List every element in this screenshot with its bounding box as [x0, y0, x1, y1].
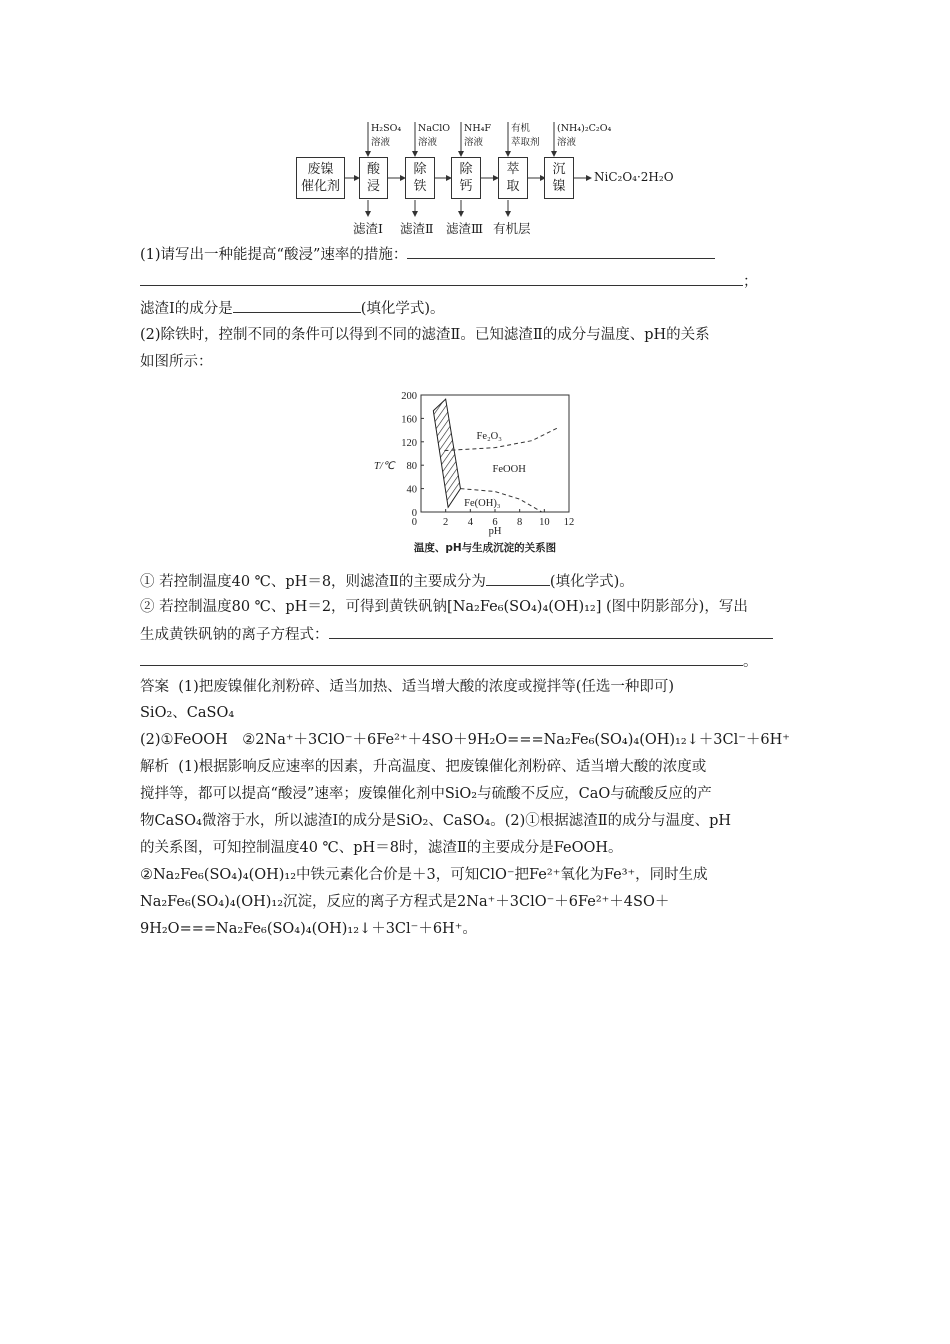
residue-2: 滤渣Ⅱ — [400, 221, 434, 236]
answer-part1: (1)把废镍催化剂粉碎、适当加热、适当增大酸的浓度或搅拌等(任选一种即可) — [178, 679, 675, 695]
flow-step-extract — [498, 157, 528, 199]
q2-sub2-blank-cont[interactable] — [140, 651, 743, 666]
q2-sub1-line — [140, 571, 634, 592]
x-tick-label: 2 — [443, 517, 449, 528]
x-tick-label: 4 — [467, 517, 473, 528]
reagent-nh4f: NH₄F 溶液 — [464, 123, 491, 148]
q1-line2 — [140, 271, 758, 292]
x-tick-label: 10 — [539, 517, 550, 528]
reagent-ammonium-oxalate: (NH₄)₂C₂O₄ 溶液 — [557, 123, 612, 148]
phase-diagram-chart — [368, 386, 583, 556]
analysis-line7: 9H₂O===Na₂Fe₆(SO₄)₄(OH)₁₂↓＋3Cl⁻＋6H⁺。 — [140, 921, 477, 937]
q1-residue-line — [140, 298, 445, 319]
flow-start-line1: 废镍 — [307, 162, 334, 177]
step-label: 酸 — [366, 162, 380, 177]
analysis-line4: 的关系图，可知控制温度40 ℃、pH＝8时，滤渣Ⅱ的主要成分是FeOOH。 — [140, 840, 623, 856]
flow-start-line2: 催化剂 — [300, 179, 340, 194]
answer-line1 — [140, 677, 674, 697]
step-label: 除 — [413, 162, 427, 177]
q1-residue-blank[interactable] — [233, 298, 361, 313]
reagent-h2so4: H₂SO₄ 溶液 — [371, 123, 402, 148]
y-tick-label: 80 — [406, 461, 417, 473]
q1-residue-label: 滤渣Ⅰ的成分是 — [140, 301, 233, 317]
y-tick-label: 120 — [401, 437, 417, 449]
q1-residue-tail: (填化学式)。 — [360, 301, 445, 317]
residue-1: 滤渣Ⅰ — [353, 221, 383, 236]
y-tick-label: 160 — [401, 414, 417, 426]
step-label: 钙 — [459, 179, 473, 194]
shaded-region-jarosite — [433, 399, 460, 507]
x-tick-label: 12 — [563, 517, 575, 528]
region-label-feoh3: Fe(OH)₃ — [464, 498, 501, 510]
step-label: 浸 — [366, 179, 380, 194]
q2-sub1-tail: (填化学式)。 — [549, 574, 634, 590]
x-tick-label: 6 — [492, 517, 498, 528]
y-tick-label: 40 — [406, 484, 417, 496]
region-label-fe2o3: Fe₂O₃ — [476, 430, 502, 442]
q2-sub2-blank[interactable] — [329, 624, 773, 639]
y-tick-label: 200 — [401, 391, 417, 402]
q2-sub2-line3 — [140, 651, 758, 672]
q2-intro-line1: (2)除铁时，控制不同的条件可以得到不同的滤渣Ⅱ。已知滤渣Ⅱ的成分与温度、pH的关系 — [140, 327, 710, 343]
reagent-naclo: NaClO 溶液 — [418, 123, 451, 148]
flow-product: NiC₂O₄·2H₂O — [594, 170, 674, 184]
flow-step-acid-leach — [359, 157, 388, 199]
q2-sub1-text: ① 若控制温度40 ℃、pH＝8，则滤渣Ⅱ的主要成分为 — [140, 574, 486, 590]
analysis-line5: ②Na₂Fe₆(SO₄)₄(OH)₁₂中铁元素化合价是＋3，可知ClO⁻把Fe²⁺氧化为Fe³⁺，同时生成 — [140, 867, 708, 883]
analysis-text: (1)根据影响反应速率的因素，升高温度、把废镍催化剂粉碎、适当增大酸的浓度或 — [178, 759, 707, 775]
q2-sub2-text: 生成黄铁矾钠的离子方程式： — [140, 627, 329, 643]
residue-3: 滤渣Ⅲ — [446, 221, 484, 236]
q2-sub2-line2 — [140, 624, 773, 645]
q2-sub1-blank[interactable] — [486, 571, 550, 586]
answer-label: 答案 — [140, 679, 169, 695]
q1-text: (1)请写出一种能提高“酸浸”速率的措施： — [140, 247, 408, 263]
y-tick-label: 0 — [411, 508, 417, 519]
analysis-line2: 搅拌等，都可以提高“酸浸”速率；废镍催化剂中SiO₂与硫酸不反应，CaO与硫酸反应的产 — [140, 786, 712, 802]
q1-answer-blank[interactable] — [407, 244, 715, 259]
step-label: 除 — [459, 162, 473, 177]
region-label-feooh: FeOOH — [492, 464, 526, 476]
step-label: 沉 — [552, 162, 566, 177]
answer-line2: SiO₂、CaSO₄ — [140, 705, 235, 721]
step-label: 萃 — [506, 162, 520, 177]
analysis-line6: Na₂Fe₆(SO₄)₄(OH)₁₂沉淀，反应的离子方程式是2Na⁺＋3ClO⁻＋6Fe²⁺＋4SO＋ — [140, 894, 670, 910]
flow-step-precipitate-nickel — [544, 157, 574, 199]
flow-step-remove-iron — [405, 157, 435, 199]
analysis-line1 — [140, 757, 706, 777]
q2-sub2-line1: ② 若控制温度80 ℃、pH＝2，可得到黄铁矾钠[Na₂Fe₆(SO₄)₄(OH)₁₂] (图中阴影部分)，写出 — [140, 599, 748, 615]
step-label: 取 — [506, 179, 520, 194]
analysis-line3: 物CaSO₄微溶于水，所以滤渣Ⅰ的成分是SiO₂、CaSO₄。(2)①根据滤渣Ⅱ的成分与温度、pH — [140, 813, 732, 829]
answer-line3: (2)①FeOOH ②2Na⁺＋3ClO⁻＋6Fe²⁺＋4SO＋9H₂O===Na₂Fe₆(SO₄)₄(OH)₁₂↓＋3Cl⁻＋6H⁺ — [140, 732, 790, 748]
reagent-organic-extractant: 有机 萃取剂 — [511, 123, 540, 148]
analysis-label: 解析 — [140, 759, 169, 775]
y-axis-label: T/℃ — [374, 461, 395, 473]
flow-step-remove-calcium — [451, 157, 481, 199]
flow-start-box — [296, 157, 345, 199]
q1-end-mark: ； — [743, 274, 758, 290]
q1-line — [140, 244, 715, 265]
x-origin-label: 0 — [411, 517, 417, 528]
organic-layer: 有机层 — [493, 221, 531, 236]
step-label: 铁 — [413, 179, 427, 194]
chart-title: 温度、pH与生成沉淀的关系图 — [413, 542, 557, 554]
step-label: 镍 — [552, 179, 566, 194]
q1-answer-blank-cont[interactable] — [140, 271, 743, 286]
q2-end-period: 。 — [743, 654, 758, 670]
x-axis-label: pH — [488, 526, 502, 537]
x-tick-label: 8 — [517, 517, 523, 528]
q2-intro-line2: 如图所示： — [140, 354, 213, 370]
